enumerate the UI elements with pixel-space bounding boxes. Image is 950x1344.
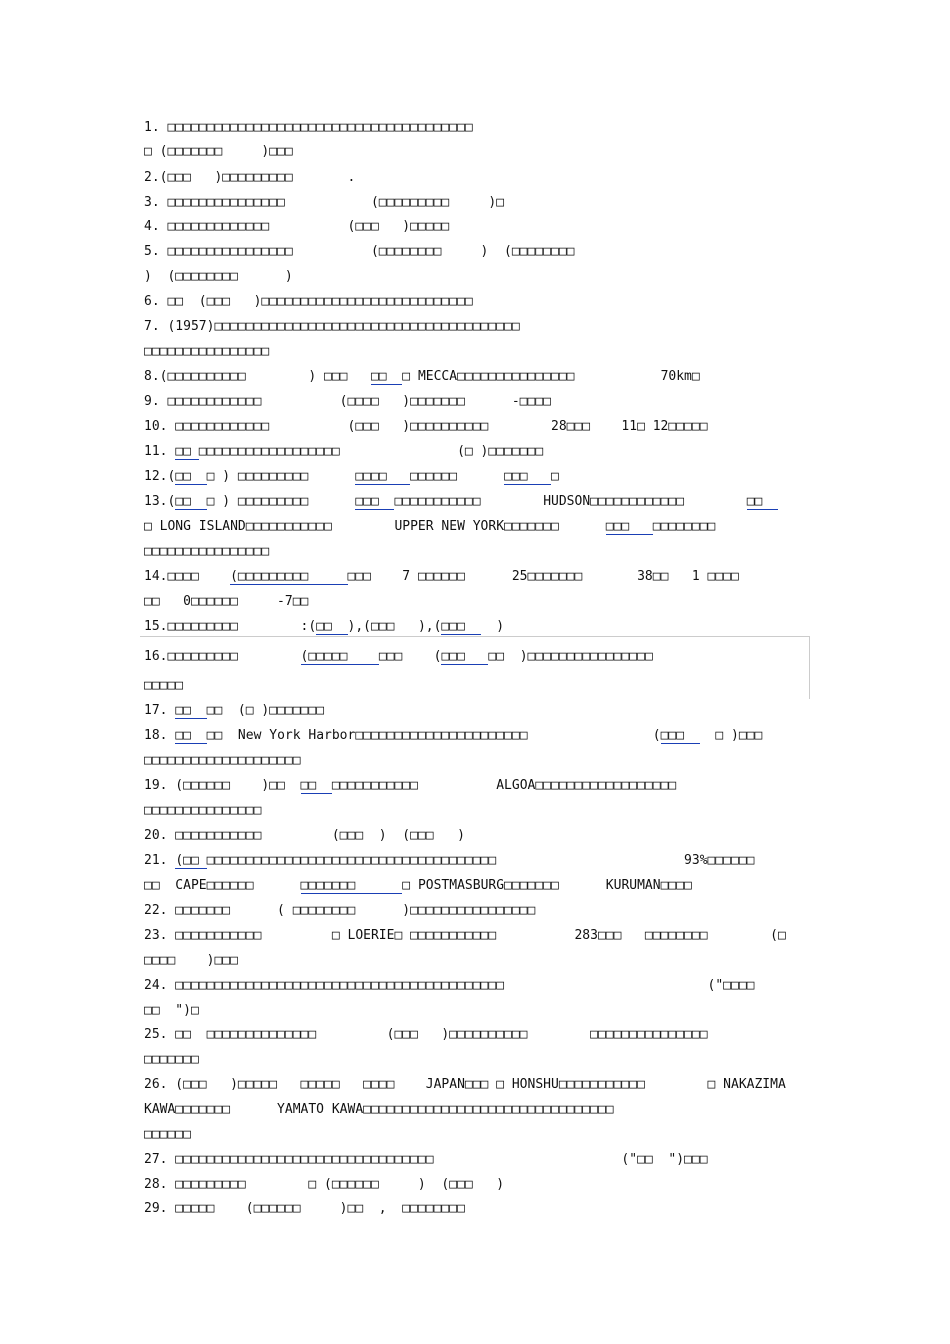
text-line-7b: □□□□□□□□□□□□□□□□ — [144, 344, 270, 359]
text-line-11: 11. □□ □□□□□□□□□□□□□□□□□□ (□ )□□□□□□□ — [144, 444, 544, 459]
text-line-23b: □□□□ )□□□ — [144, 953, 238, 968]
text-line-13: 13.(□□ □ ) □□□□□□□□□ □□□ □□□□□□□□□□□ HUDSON□□□□□□□□□□□□ □□ — [144, 494, 778, 509]
text-line-2: 2.(□□□ )□□□□□□□□□ . — [144, 170, 356, 185]
text-line-18: 18. □□ □□ New York Harbor□□□□□□□□□□□□□□□□□□□□□□ (□□□ □ )□□□ — [144, 728, 763, 743]
text-line-5b: ) (□□□□□□□□ ) — [144, 269, 293, 284]
text-line-21: 21. (□□ □□□□□□□□□□□□□□□□□□□□□□□□□□□□□□□□□□□□□ 93%□□□□□□ — [144, 853, 755, 868]
text-line-4: 4. □□□□□□□□□□□□□ (□□□ )□□□□□ — [144, 219, 450, 234]
text-line-14: 14.□□□□ (□□□□□□□□□ □□□ 7 □□□□□□ 25□□□□□□□ 38□□ 1 □□□□ — [144, 569, 739, 584]
text-line-14b: □□ 0□□□□□□ -7□□ — [144, 594, 309, 609]
text-line-24b: □□ ")□ — [144, 1003, 199, 1018]
item-16-frame — [140, 636, 810, 699]
text-line-19: 19. (□□□□□□ )□□ □□ □□□□□□□□□□□ ALGOA□□□□□□□□□□□□□□□□□□ — [144, 778, 677, 793]
text-line-26c: □□□□□□ — [144, 1127, 191, 1142]
text-line-28: 28. □□□□□□□□□ □ (□□□□□□ ) (□□□ ) — [144, 1177, 505, 1192]
text-line-19b: □□□□□□□□□□□□□□□ — [144, 803, 262, 818]
text-line-25: 25. □□ □□□□□□□□□□□□□□ (□□□ )□□□□□□□□□□ □□□□□□□□□□□□□□□ — [144, 1027, 708, 1042]
text-line-7: 7. (1957)□□□□□□□□□□□□□□□□□□□□□□□□□□□□□□□□□□□□□□□ — [144, 319, 520, 334]
text-line-29: 29. □□□□□ (□□□□□□ )□□ , □□□□□□□□ — [144, 1201, 465, 1216]
text-line-27: 27. □□□□□□□□□□□□□□□□□□□□□□□□□□□□□□□□□ ("□□ ")□□□ — [144, 1152, 708, 1167]
text-line-6: 6. □□ (□□□ )□□□□□□□□□□□□□□□□□□□□□□□□□□□ — [144, 294, 473, 309]
text-line-13c: □□□□□□□□□□□□□□□□ — [144, 544, 270, 559]
text-line-1: 1. □□□□□□□□□□□□□□□□□□□□□□□□□□□□□□□□□□□□□□□ — [144, 120, 473, 135]
text-line-24: 24. □□□□□□□□□□□□□□□□□□□□□□□□□□□□□□□□□□□□□□□□□□ ("□□□□ — [144, 978, 755, 993]
text-line-26b: KAWA□□□□□□□ YAMATO KAWA□□□□□□□□□□□□□□□□□□□□□□□□□□□□□□□□ — [144, 1102, 614, 1117]
text-line-16: 16.□□□□□□□□□ (□□□□□ □□□ (□□□ □□ )□□□□□□□□□□□□□□□□ — [144, 649, 653, 664]
text-line-13b: □ LONG ISLAND□□□□□□□□□□□ UPPER NEW YORK□□□□□□□ □□□ □□□□□□□□ — [144, 519, 716, 534]
text-line-23: 23. □□□□□□□□□□□ □ LOERIE□ □□□□□□□□□□□ 283□□□ □□□□□□□□ (□ — [144, 928, 786, 943]
text-line-18b: □□□□□□□□□□□□□□□□□□□□ — [144, 753, 301, 768]
text-line-3: 3. □□□□□□□□□□□□□□□ (□□□□□□□□□ )□ — [144, 195, 505, 210]
text-line-20: 20. □□□□□□□□□□□ (□□□ ) (□□□ ) — [144, 828, 465, 843]
text-line-22: 22. □□□□□□□ ( □□□□□□□□ )□□□□□□□□□□□□□□□□ — [144, 903, 536, 918]
text-line-12: 12.(□□ □ ) □□□□□□□□□ □□□□ □□□□□□ □□□ □ — [144, 469, 559, 484]
text-line-15: 15.□□□□□□□□□ :(□□ ),(□□□ ),(□□□ ) — [144, 619, 505, 634]
text-line-26: 26. (□□□ )□□□□□ □□□□□ □□□□ JAPAN□□□ □ HONSHU□□□□□□□□□□□ □ NAKAZIMA — [144, 1077, 786, 1092]
text-line-25b: □□□□□□□ — [144, 1052, 199, 1067]
text-line-21b: □□ CAPE□□□□□□ □□□□□□□ □ POSTMASBURG□□□□□□□ KURUMAN□□□□ — [144, 878, 692, 893]
text-line-8: 8.(□□□□□□□□□□ ) □□□ □□ □ MECCA□□□□□□□□□□□□□□□ 70km□ — [144, 369, 700, 384]
text-line-10: 10. □□□□□□□□□□□□ (□□□ )□□□□□□□□□□ 28□□□ 11□ 12□□□□□ — [144, 419, 708, 434]
text-line-16b: □□□□□ — [144, 678, 184, 693]
text-line-17: 17. □□ □□ (□ )□□□□□□□ — [144, 703, 325, 718]
text-line-9: 9. □□□□□□□□□□□□ (□□□□ )□□□□□□□ -□□□□ — [144, 394, 551, 409]
text-line-1b: □ (□□□□□□□ )□□□ — [144, 144, 293, 159]
text-line-5: 5. □□□□□□□□□□□□□□□□ (□□□□□□□□ ) (□□□□□□□□ — [144, 244, 575, 259]
